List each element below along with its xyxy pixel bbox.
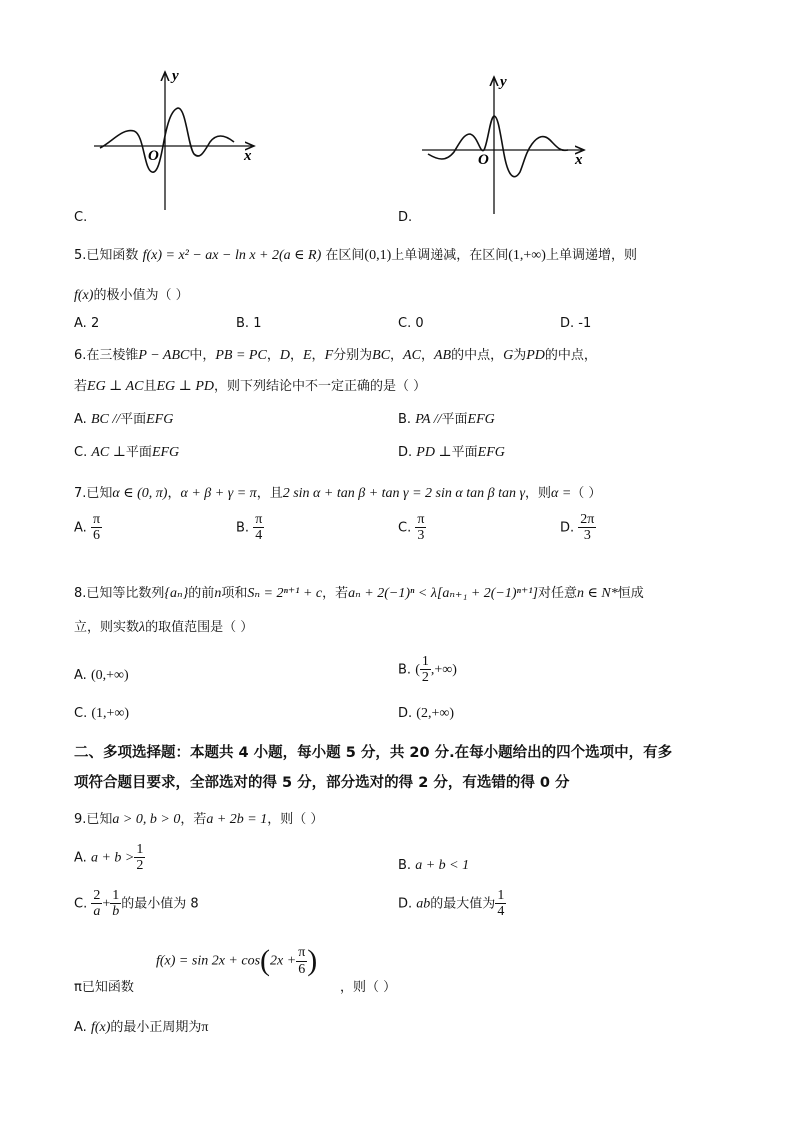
q6-line1: 6.在三棱锥P − ABC中，PB = PC，D，E，F分别为BC，AC，AB的中点，G为PD的中点， [74,348,597,363]
q8-line2: 立，则实数λ的取值范围是（ ） [74,620,254,635]
q5-option-a[interactable]: A. 2 [74,316,100,331]
q6-option-b[interactable]: B. PA //平面EFG [398,412,495,427]
q6-option-c[interactable]: C. AC ⊥平面EFG [74,445,180,460]
q8-option-d[interactable]: D. (2,+∞) [398,706,454,721]
q10-stem: π已知函数 [74,980,134,995]
q5-line2: f(x)的极小值为（ ） [74,288,189,303]
q7-stem: 7.已知α ∈ (0, π)，α + β + γ = π，且2 sin α + tan β + tan γ = 2 sin α tan β tan γ，则α =（ ） [74,486,602,501]
q10-formula: f(x) = sin 2x + cos(2x + $\frac{\pi}{6}$ ) [156,944,318,977]
q5-option-d[interactable]: D. -1 [560,316,592,331]
q8-option-b[interactable]: B. ( $\frac{1}{2}$ ,+∞) [398,654,457,686]
origin-label: O [478,152,489,168]
q6-line2: 若EG ⊥ AC且EG ⊥ PD，则下列结论中不一定正确的是（ ） [74,379,427,394]
q9-option-d[interactable]: D. ab的最大值为 $\frac{1}{4}$ [398,888,505,920]
q9-stem: 9.已知a > 0, b > 0，若a + 2b = 1，则（ ） [74,812,324,827]
q8-option-c[interactable]: C. (1,+∞) [74,706,130,721]
q10-stem-end: ，则（ ） [340,980,397,995]
y-label: y [172,68,179,84]
q9-option-b[interactable]: B. a + b < 1 [398,858,470,873]
q6-option-a[interactable]: A. BC //平面EFG [74,412,174,427]
q7-option-c[interactable]: C. $\frac{\pi}{3}$ [398,512,425,544]
q8-line1: 8.已知等比数列{aₙ}的前n项和Sₙ = 2ⁿ⁺¹ + c，若aₙ + 2(−1)ⁿ < λ[aₙ₊₁ + 2(−1)ⁿ⁺¹]对任意n ∈ N*恒成 [74,586,644,601]
q7-option-b[interactable]: B. $\frac{\pi}{4}$ [236,512,263,544]
q5-option-c[interactable]: C. 0 [398,316,424,331]
curve-c [100,108,234,172]
option-d-label: D. [398,210,413,225]
y-label: y [500,74,507,90]
origin-label: O [148,148,159,164]
section2-line2: 项符合题目要求，全部选对的得 5 分，部分选对的得 2 分，有选错的得 0 分 [74,775,570,791]
x-label: x [575,152,583,168]
q5-line1: 5.已知函数 f(x) = x² − ax − ln x + 2(a ∈ R) 在区间(0,1)上单调递减，在区间(1,+∞)上单调递增，则 [74,248,637,263]
q6-option-d[interactable]: D. PD ⊥平面EFG [398,445,505,460]
curve-d [428,116,568,177]
graph-c [88,66,268,214]
q10-option-a[interactable]: A. f(x)的最小正周期为π [74,1020,209,1035]
q8-option-a[interactable]: A. (0,+∞) [74,668,129,683]
option-c-label: C. [74,210,88,225]
q9-option-a[interactable]: A. a + b > $\frac{1}{2}$ [74,842,144,874]
section2-line1: 二、多项选择题：本题共 4 小题，每小题 5 分，共 20 分.在每小题给出的四个选项中，有多 [74,745,673,761]
x-label: x [244,148,252,164]
q9-option-c[interactable]: C. $\frac{2}{a}$ + $\frac{1}{b}$ 的最小值为 8 [74,888,199,920]
graph-d [418,72,598,217]
q7-option-a[interactable]: A. $\frac{\pi}{6}$ [74,512,101,544]
q5-option-b[interactable]: B. 1 [236,316,262,331]
q7-option-d[interactable]: D. $\frac{2\pi}{3}$ [560,512,595,544]
